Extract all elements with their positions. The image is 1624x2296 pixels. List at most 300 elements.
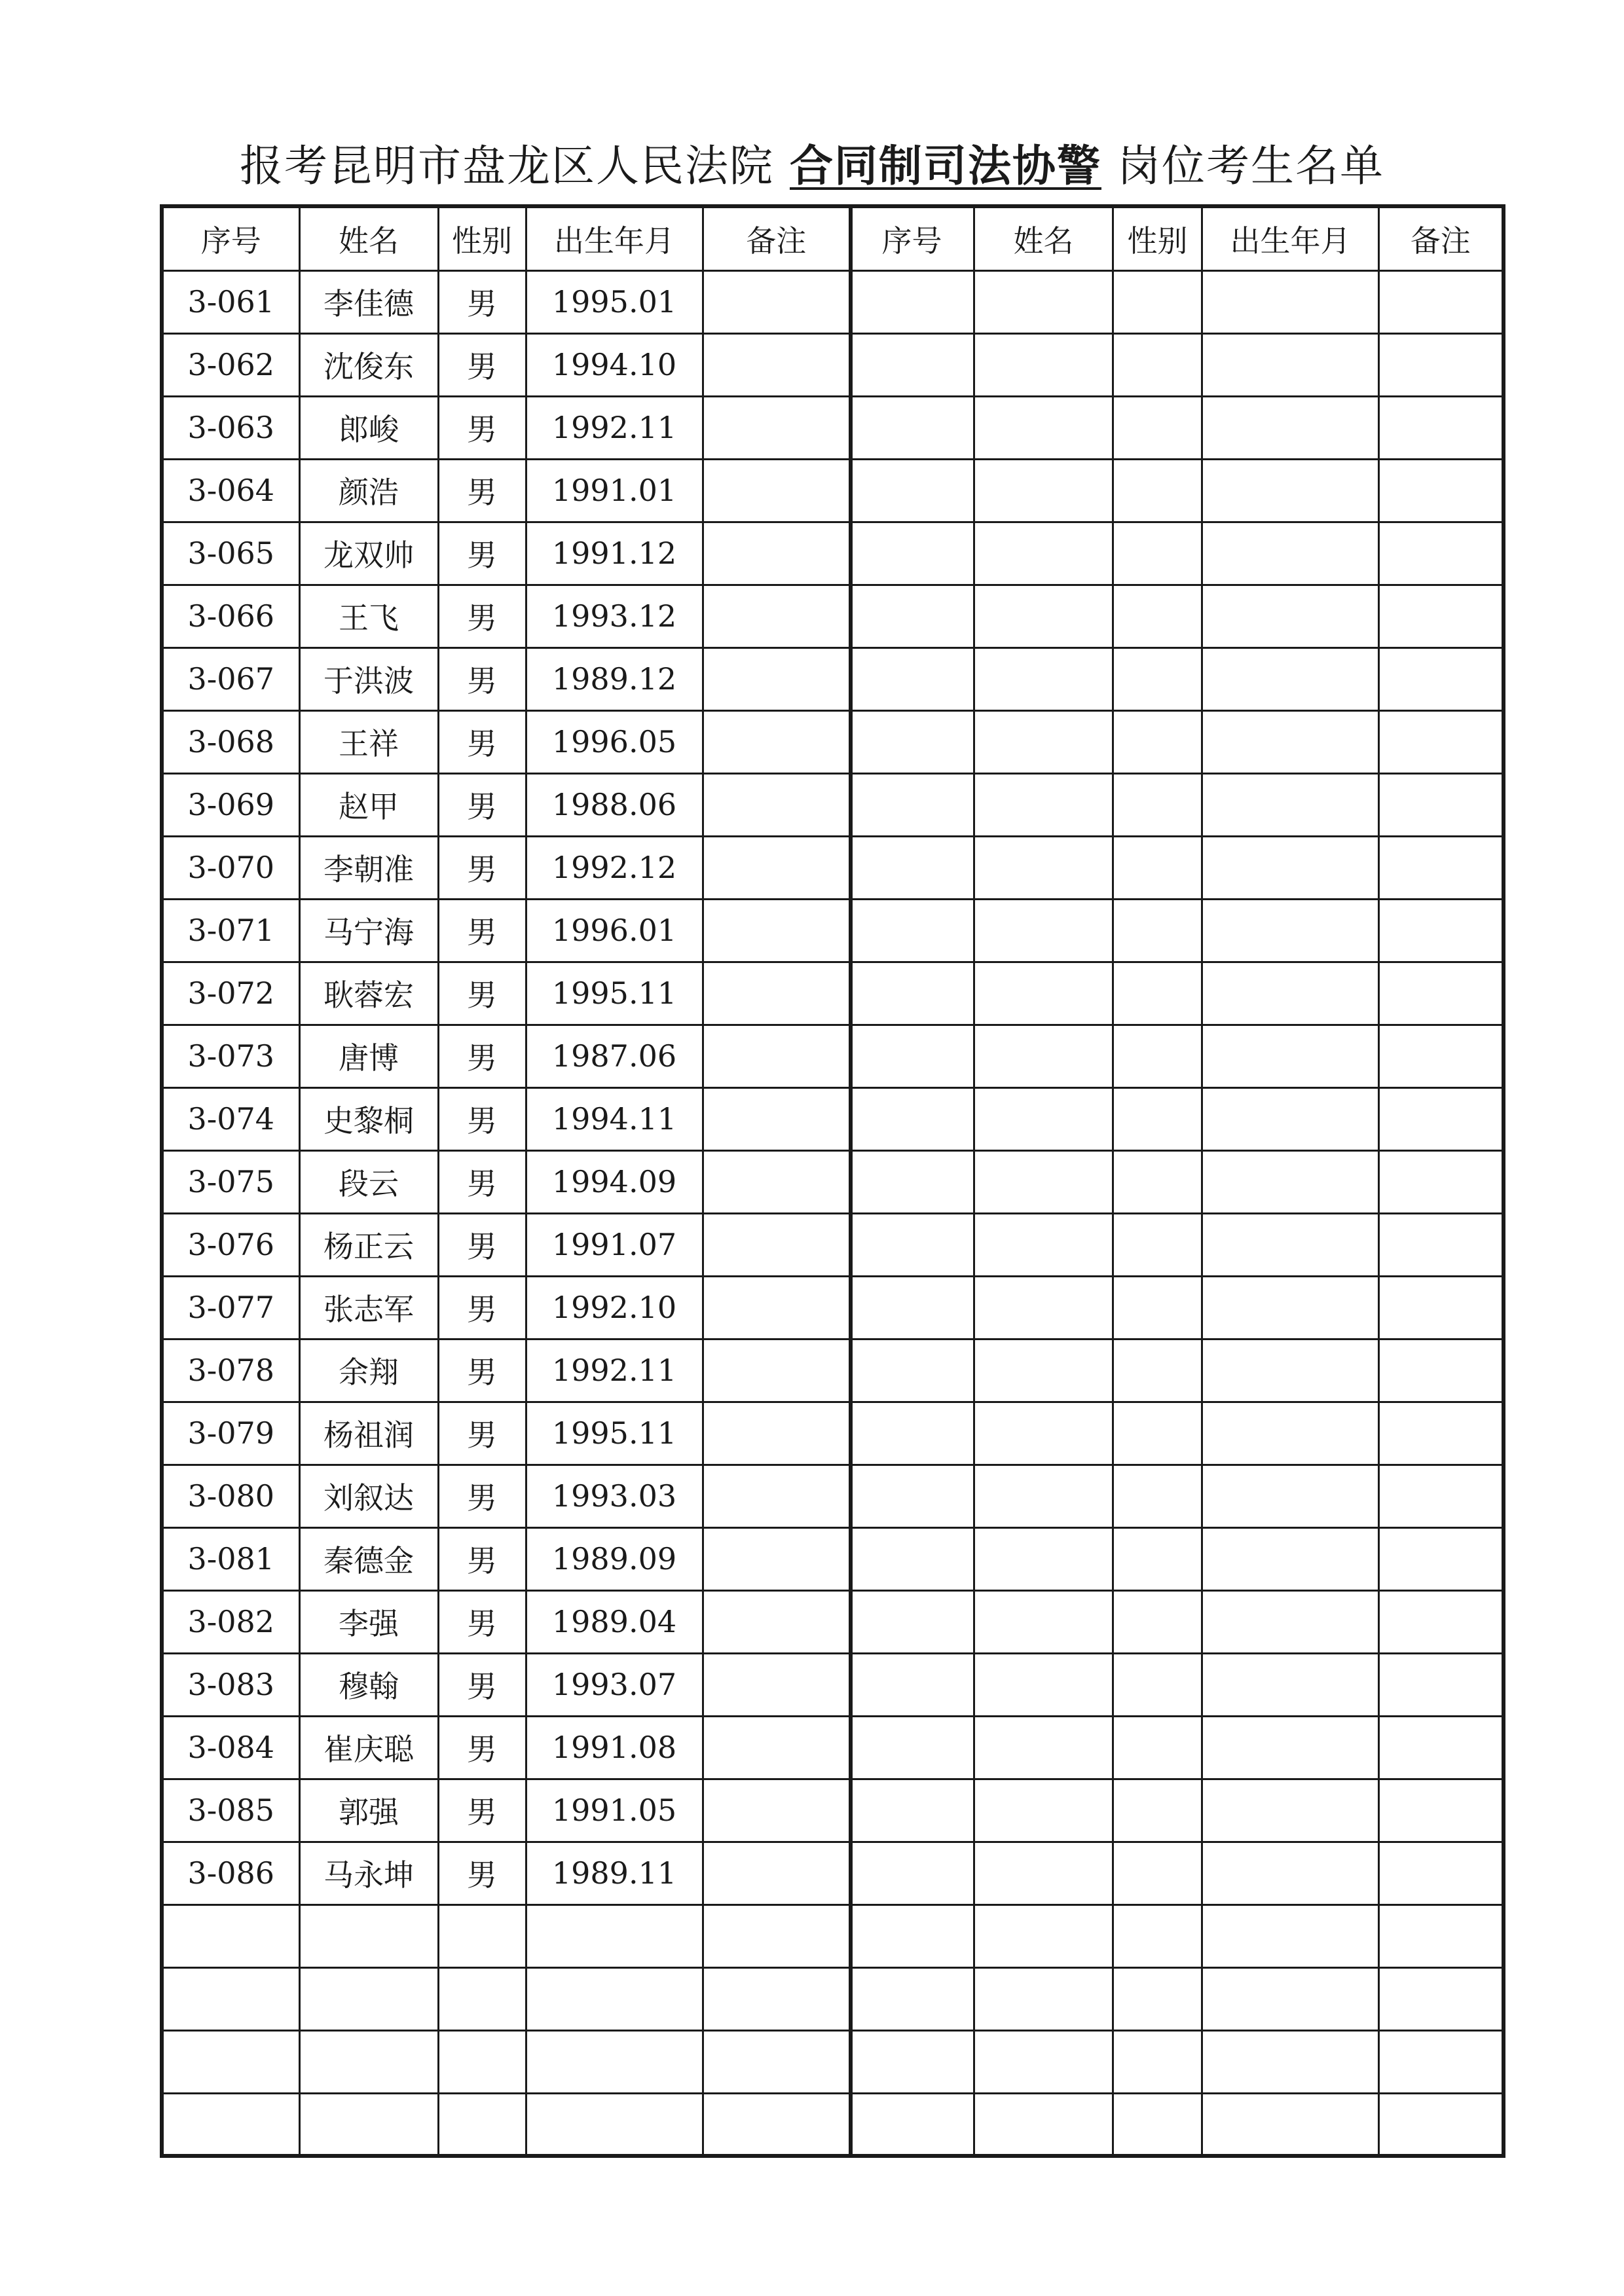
cell-birth: 1991.05 [526, 1779, 703, 1842]
cell-name: 耿蓉宏 [299, 962, 438, 1025]
cell-gender [438, 1904, 526, 1967]
cell-empty [850, 710, 974, 773]
cell-seq: 3-085 [162, 1779, 299, 1842]
cell-gender: 男 [438, 585, 526, 647]
cell-birth: 1992.12 [526, 836, 703, 899]
cell-birth: 1996.05 [526, 710, 703, 773]
cell-empty [1202, 647, 1379, 710]
cell-note [703, 962, 851, 1025]
cell-empty [850, 585, 974, 647]
table-row-empty [850, 899, 1504, 962]
cell-empty [1113, 1087, 1202, 1150]
cell-birth: 1993.07 [526, 1653, 703, 1716]
cell-empty [850, 1590, 974, 1653]
cell-empty [1113, 333, 1202, 396]
cell-empty [1379, 2093, 1504, 2156]
cell-empty [850, 1087, 974, 1150]
cell-empty [1379, 1904, 1504, 1967]
cell-name: 马永坤 [299, 1842, 438, 1904]
cell-name: 穆翰 [299, 1653, 438, 1716]
cell-note [703, 522, 851, 585]
cell-empty [974, 333, 1113, 396]
cell-name: 郎峻 [299, 396, 438, 459]
cell-seq: 3-071 [162, 899, 299, 962]
table-row [162, 1465, 851, 1527]
table-row-empty [850, 1716, 1504, 1779]
cell-empty [1379, 522, 1504, 585]
cell-empty [1113, 1716, 1202, 1779]
cell-empty [1379, 899, 1504, 962]
cell-note [703, 1150, 851, 1213]
cell-empty [1379, 1967, 1504, 2030]
cell-empty [1113, 1025, 1202, 1087]
cell-empty [1379, 396, 1504, 459]
table-row-empty [850, 2030, 1504, 2093]
cell-empty [850, 1779, 974, 1842]
cell-name: 唐博 [299, 1025, 438, 1087]
cell-empty [1379, 2030, 1504, 2093]
cell-birth: 1991.01 [526, 459, 703, 522]
cell-note [703, 1465, 851, 1527]
cell-empty [974, 1465, 1113, 1527]
cell-gender: 男 [438, 1339, 526, 1402]
cell-empty [850, 2030, 974, 2093]
table-row-empty [850, 1276, 1504, 1339]
cell-note [703, 2093, 851, 2156]
cell-name [299, 2093, 438, 2156]
cell-empty [850, 1465, 974, 1527]
table-row [162, 1527, 851, 1590]
cell-gender: 男 [438, 333, 526, 396]
cell-gender: 男 [438, 396, 526, 459]
cell-gender [438, 1967, 526, 2030]
cell-empty [1113, 962, 1202, 1025]
table-row [162, 1276, 851, 1339]
cell-gender: 男 [438, 1590, 526, 1653]
cell-gender: 男 [438, 1150, 526, 1213]
table-row [162, 1779, 851, 1842]
cell-empty [1113, 1213, 1202, 1276]
cell-empty [974, 1904, 1113, 1967]
cell-empty [1202, 1465, 1379, 1527]
cell-gender: 男 [438, 1653, 526, 1716]
table-row-empty [850, 1465, 1504, 1527]
cell-empty [850, 459, 974, 522]
cell-empty [850, 1904, 974, 1967]
table-row [162, 1716, 851, 1779]
cell-seq: 3-079 [162, 1402, 299, 1465]
cell-birth: 1989.11 [526, 1842, 703, 1904]
cell-gender: 男 [438, 1465, 526, 1527]
cell-empty [850, 1025, 974, 1087]
cell-empty [850, 1716, 974, 1779]
table-row [162, 333, 851, 396]
table-row-empty [850, 1339, 1504, 1402]
cell-empty [850, 1527, 974, 1590]
cell-empty [1379, 1465, 1504, 1527]
cell-note [703, 1213, 851, 1276]
cell-birth [526, 1967, 703, 2030]
cell-birth [526, 1904, 703, 1967]
table-row-empty [850, 1213, 1504, 1276]
cell-empty [974, 1779, 1113, 1842]
cell-birth: 1994.10 [526, 333, 703, 396]
cell-seq [162, 1967, 299, 2030]
table-row [162, 2030, 851, 2093]
cell-name: 杨正云 [299, 1213, 438, 1276]
title-prefix: 报考昆明市盘龙区人民法院 [240, 141, 774, 191]
cell-empty [974, 710, 1113, 773]
cell-empty [1379, 1339, 1504, 1402]
cell-empty [1113, 1967, 1202, 2030]
cell-empty [1202, 1150, 1379, 1213]
cell-seq: 3-086 [162, 1842, 299, 1904]
cell-seq: 3-082 [162, 1590, 299, 1653]
cell-empty [1202, 1025, 1379, 1087]
cell-note [703, 1967, 851, 2030]
table-row-empty [850, 1842, 1504, 1904]
cell-note [703, 396, 851, 459]
cell-note [703, 459, 851, 522]
cell-empty [1202, 1276, 1379, 1339]
cell-empty [1202, 899, 1379, 962]
cell-empty [974, 2093, 1113, 2156]
cell-empty [1379, 1276, 1504, 1339]
cell-empty [1379, 962, 1504, 1025]
table-row [162, 1087, 851, 1150]
cell-seq: 3-077 [162, 1276, 299, 1339]
header-row [850, 206, 1504, 270]
table-row-empty [850, 1087, 1504, 1150]
cell-empty [850, 522, 974, 585]
table-row-empty [850, 710, 1504, 773]
cell-gender: 男 [438, 1716, 526, 1779]
table-row [162, 899, 851, 962]
document-title [0, 131, 1624, 193]
header-birth: 出生年月 [526, 206, 703, 270]
cell-gender: 男 [438, 1213, 526, 1276]
cell-gender: 男 [438, 1025, 526, 1087]
cell-empty [850, 1150, 974, 1213]
table-row [162, 270, 851, 333]
cell-empty [1113, 1904, 1202, 1967]
cell-birth: 1991.07 [526, 1213, 703, 1276]
cell-empty [1379, 459, 1504, 522]
table-row-empty [850, 836, 1504, 899]
table-row-empty [850, 1527, 1504, 1590]
cell-empty [1202, 1590, 1379, 1653]
header-note: 备注 [1379, 206, 1504, 270]
cell-empty [850, 1653, 974, 1716]
cell-empty [974, 899, 1113, 962]
cell-note [703, 333, 851, 396]
cell-empty [1379, 585, 1504, 647]
table-row [162, 2093, 851, 2156]
cell-name: 杨祖润 [299, 1402, 438, 1465]
cell-empty [974, 1339, 1113, 1402]
cell-note [703, 1527, 851, 1590]
table-row [162, 647, 851, 710]
cell-empty [850, 270, 974, 333]
cell-gender: 男 [438, 836, 526, 899]
cell-gender: 男 [438, 647, 526, 710]
cell-birth [526, 2093, 703, 2156]
cell-name: 余翔 [299, 1339, 438, 1402]
cell-note [703, 899, 851, 962]
cell-note [703, 1402, 851, 1465]
cell-empty [974, 1087, 1113, 1150]
cell-birth: 1991.12 [526, 522, 703, 585]
table-row-empty [850, 773, 1504, 836]
cell-gender: 男 [438, 773, 526, 836]
header-gender: 性别 [438, 206, 526, 270]
table-row-empty [850, 522, 1504, 585]
header-gender: 性别 [1113, 206, 1202, 270]
cell-empty [974, 1276, 1113, 1339]
cell-note [703, 1087, 851, 1150]
cell-empty [974, 1842, 1113, 1904]
cell-birth: 1993.12 [526, 585, 703, 647]
cell-empty [850, 2093, 974, 2156]
cell-empty [1379, 1716, 1504, 1779]
cell-seq [162, 1904, 299, 1967]
cell-empty [1202, 1967, 1379, 2030]
table-row-empty [850, 1967, 1504, 2030]
cell-empty [1113, 1276, 1202, 1339]
cell-empty [1113, 522, 1202, 585]
cell-note [703, 585, 851, 647]
cell-birth: 1995.11 [526, 1402, 703, 1465]
table-row [162, 836, 851, 899]
cell-empty [1202, 1904, 1379, 1967]
cell-empty [1113, 396, 1202, 459]
cell-seq: 3-078 [162, 1339, 299, 1402]
cell-name: 马宁海 [299, 899, 438, 962]
cell-gender: 男 [438, 522, 526, 585]
cell-birth: 1995.01 [526, 270, 703, 333]
header-seq: 序号 [162, 206, 299, 270]
cell-birth: 1994.11 [526, 1087, 703, 1150]
header-seq: 序号 [850, 206, 974, 270]
cell-empty [1379, 1527, 1504, 1590]
cell-empty [1113, 836, 1202, 899]
cell-name: 刘叙达 [299, 1465, 438, 1527]
cell-empty [1379, 1150, 1504, 1213]
table-row-empty [850, 270, 1504, 333]
cell-empty [1113, 585, 1202, 647]
cell-birth: 1995.11 [526, 962, 703, 1025]
cell-empty [1379, 1213, 1504, 1276]
cell-empty [850, 773, 974, 836]
cell-seq: 3-076 [162, 1213, 299, 1276]
cell-note [703, 1842, 851, 1904]
cell-empty [1202, 2030, 1379, 2093]
cell-empty [1202, 333, 1379, 396]
table-row-empty [850, 1779, 1504, 1842]
post-name: 合同制司法协警 [790, 141, 1101, 191]
cell-gender: 男 [438, 962, 526, 1025]
cell-empty [1379, 1842, 1504, 1904]
table-row [162, 1339, 851, 1402]
cell-birth: 1991.08 [526, 1716, 703, 1779]
cell-birth: 1989.04 [526, 1590, 703, 1653]
cell-empty [974, 1402, 1113, 1465]
cell-empty [974, 2030, 1113, 2093]
table-row-empty [850, 647, 1504, 710]
cell-birth: 1994.09 [526, 1150, 703, 1213]
cell-note [703, 1779, 851, 1842]
cell-empty [1202, 585, 1379, 647]
cell-empty [850, 1402, 974, 1465]
cell-empty [1202, 1087, 1379, 1150]
cell-empty [1113, 1779, 1202, 1842]
cell-empty [1113, 2093, 1202, 2156]
cell-empty [974, 1527, 1113, 1590]
cell-name: 王飞 [299, 585, 438, 647]
cell-gender: 男 [438, 899, 526, 962]
cell-empty [1113, 1465, 1202, 1527]
cell-empty [974, 1967, 1113, 2030]
cell-empty [1379, 773, 1504, 836]
cell-empty [1379, 1653, 1504, 1716]
cell-name: 赵甲 [299, 773, 438, 836]
cell-empty [1202, 1779, 1379, 1842]
table-row [162, 1842, 851, 1904]
cell-name [299, 1967, 438, 2030]
table-row-empty [850, 1904, 1504, 1967]
cell-gender: 男 [438, 710, 526, 773]
cell-seq: 3-081 [162, 1527, 299, 1590]
title-suffix: 岗位考生名单 [1117, 141, 1384, 191]
cell-seq: 3-063 [162, 396, 299, 459]
cell-seq: 3-068 [162, 710, 299, 773]
cell-empty [1379, 1402, 1504, 1465]
cell-empty [974, 647, 1113, 710]
cell-birth: 1987.06 [526, 1025, 703, 1087]
cell-empty [974, 773, 1113, 836]
cell-birth: 1992.11 [526, 1339, 703, 1402]
cell-empty [1202, 773, 1379, 836]
cell-note [703, 1904, 851, 1967]
cell-note [703, 1339, 851, 1402]
cell-empty [1379, 647, 1504, 710]
cell-name: 龙双帅 [299, 522, 438, 585]
cell-seq: 3-062 [162, 333, 299, 396]
cell-empty [1113, 1339, 1202, 1402]
cell-gender: 男 [438, 1087, 526, 1150]
cell-name: 郭强 [299, 1779, 438, 1842]
cell-empty [1202, 1402, 1379, 1465]
cell-empty [974, 459, 1113, 522]
cell-empty [850, 1842, 974, 1904]
cell-birth: 1989.09 [526, 1527, 703, 1590]
cell-empty [1379, 1087, 1504, 1150]
cell-empty [974, 396, 1113, 459]
table-row [162, 459, 851, 522]
cell-empty [974, 1150, 1113, 1213]
cell-gender [438, 2093, 526, 2156]
cell-empty [1202, 396, 1379, 459]
cell-gender: 男 [438, 459, 526, 522]
cell-seq: 3-074 [162, 1087, 299, 1150]
cell-empty [850, 1339, 974, 1402]
cell-seq: 3-067 [162, 647, 299, 710]
cell-birth: 1993.03 [526, 1465, 703, 1527]
cell-gender: 男 [438, 1276, 526, 1339]
cell-birth: 1989.12 [526, 647, 703, 710]
cell-empty [1379, 1025, 1504, 1087]
cell-empty [1113, 270, 1202, 333]
cell-empty [850, 333, 974, 396]
cell-name: 李佳德 [299, 270, 438, 333]
cell-empty [974, 1653, 1113, 1716]
cell-empty [1202, 1653, 1379, 1716]
cell-note [703, 647, 851, 710]
cell-empty [1202, 1213, 1379, 1276]
cell-empty [1113, 773, 1202, 836]
table-row [162, 1402, 851, 1465]
table-row-empty [850, 1025, 1504, 1087]
cell-birth: 1996.01 [526, 899, 703, 962]
table-row-empty [850, 585, 1504, 647]
table-row [162, 1904, 851, 1967]
cell-birth: 1988.06 [526, 773, 703, 836]
cell-gender: 男 [438, 1527, 526, 1590]
cell-name: 颜浩 [299, 459, 438, 522]
cell-seq: 3-065 [162, 522, 299, 585]
roster-table-right [849, 204, 1505, 2158]
table-row [162, 710, 851, 773]
roster-table-left [160, 204, 853, 2158]
cell-empty [850, 647, 974, 710]
cell-empty [1113, 2030, 1202, 2093]
cell-empty [1113, 459, 1202, 522]
cell-name: 张志军 [299, 1276, 438, 1339]
table-row-empty [850, 333, 1504, 396]
table-row [162, 1025, 851, 1087]
header-note: 备注 [703, 206, 851, 270]
table-row-empty [850, 396, 1504, 459]
cell-note [703, 836, 851, 899]
header-birth: 出生年月 [1202, 206, 1379, 270]
table-row-empty [850, 2093, 1504, 2156]
table-row [162, 962, 851, 1025]
cell-empty [1202, 962, 1379, 1025]
cell-empty [1202, 522, 1379, 585]
cell-empty [1202, 270, 1379, 333]
cell-empty [850, 396, 974, 459]
cell-empty [1113, 647, 1202, 710]
cell-gender [438, 2030, 526, 2093]
cell-note [703, 1590, 851, 1653]
cell-gender: 男 [438, 1402, 526, 1465]
table-row [162, 1967, 851, 2030]
cell-empty [1202, 836, 1379, 899]
cell-empty [974, 1213, 1113, 1276]
table-row-empty [850, 1590, 1504, 1653]
cell-empty [1113, 710, 1202, 773]
cell-name: 史黎桐 [299, 1087, 438, 1150]
cell-empty [850, 962, 974, 1025]
cell-name [299, 2030, 438, 2093]
table-row [162, 585, 851, 647]
header-row [162, 206, 851, 270]
cell-empty [974, 1025, 1113, 1087]
cell-seq: 3-072 [162, 962, 299, 1025]
cell-name: 崔庆聪 [299, 1716, 438, 1779]
cell-note [703, 2030, 851, 2093]
cell-seq: 3-064 [162, 459, 299, 522]
